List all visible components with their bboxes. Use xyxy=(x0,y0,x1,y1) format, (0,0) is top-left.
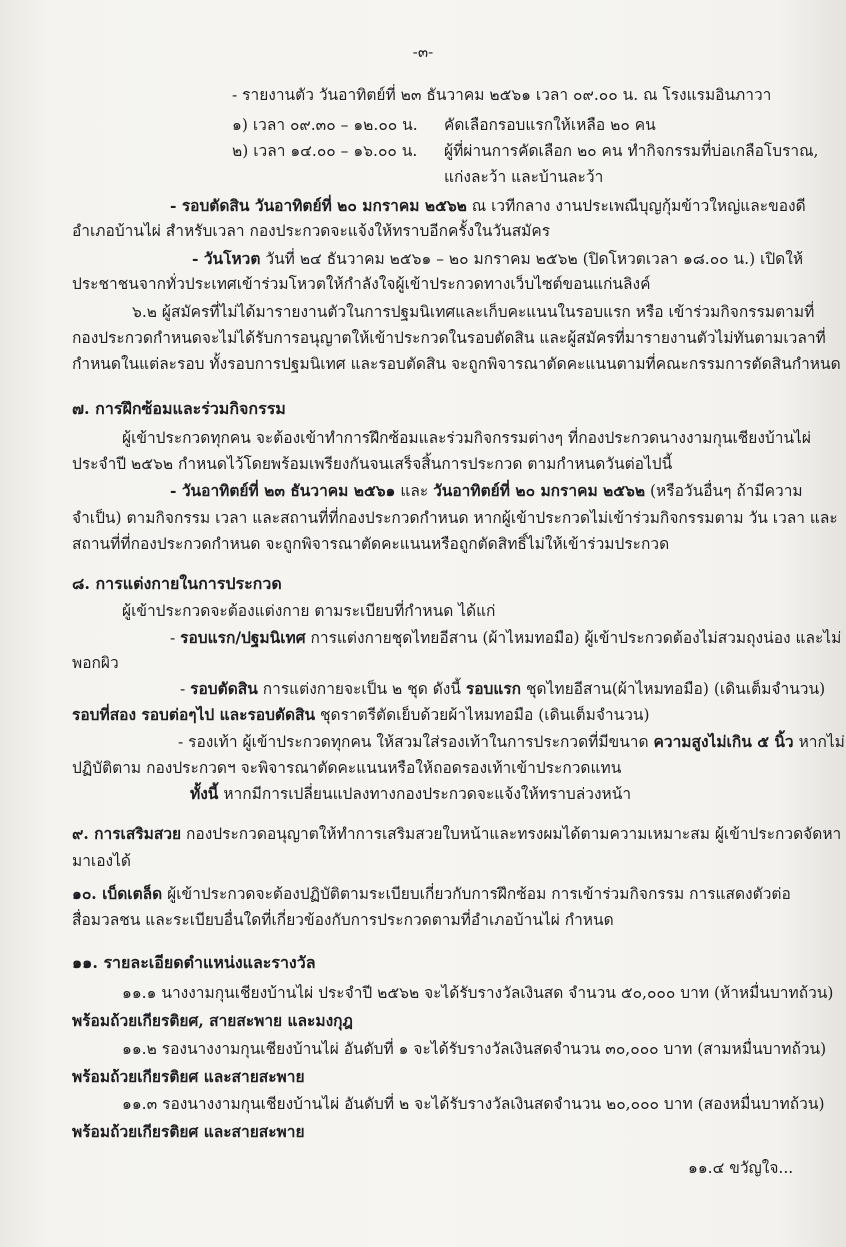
section-7-dates-line: - วันอาทิตย์ที่ ๒๓ ธันวาคม ๒๕๖๑ และ วันอาทิตย์ที่ ๒๐ มกราคม ๒๕๖๒ (หรือวันอื่นๆ ถ้ามีความ xyxy=(170,481,803,500)
section-7-heading: ๗. การฝึกซ้อมและร่วมกิจกรรม xyxy=(72,399,286,418)
section-8-intro: ผู้เข้าประกวดจะต้องแต่งกาย ตามระเบียบที่กำหนด ได้แก่ xyxy=(122,602,496,620)
first-round-dress-line: - รอบแรก/ปฐมนิเทศ การแต่งกายชุดไทยอีสาน (ผ้าไหมทอมือ) ผู้เข้าประกวดต้องไม่สวมถุงน่อง และไม่ xyxy=(170,628,842,647)
section-7-line-2: ประจำปี ๒๕๖๒ กำหนดไว้โดยพร้อมเพรียงกันจนเสร็จสิ้นการประกวด ตามกำหนดวันต่อไปนี้ xyxy=(72,455,673,473)
shoes-line-2: ปฏิบัติตาม กองประกวดฯ จะพิจารณาตัดคะแนนหรือให้ถอดรองเท้าเข้าประกวดแทน xyxy=(72,759,622,777)
final-round-dress-line: - รอบตัดสิน การแต่งกายจะเป็น ๒ ชุด ดังนี้ รอบแรก ชุดไทยอีสาน(ผ้าไหมทอมือ) (เดินเต็มจำนวน) xyxy=(180,679,826,698)
clause-6-2-line-1: ๖.๒ ผู้สมัครที่ไม่ได้มารายงานตัวในการปฐมนิเทศและเก็บคะแนนในรอบแรก หรือ เข้าร่วมกิจกรรมตามที่ xyxy=(132,303,815,321)
final-round-line-2: อำเภอบ้านไผ่ สำหรับเวลา กองประกวดจะแจ้งให้ทราบอีกครั้งในวันสมัคร xyxy=(72,222,551,240)
first-round-dress-line-2: พอกผิว xyxy=(72,654,119,672)
section-9-line-1: ๙. การเสริมสวย กองประกวดอนุญาตให้ทำการเสริมสวยใบหน้าและทรงผมได้ตามความเหมาะสม ผู้เข้าประกวดจัดหา xyxy=(72,824,842,843)
prize-2-line: ๑๑.๒ รองนางงามกุนเชียงบ้านไผ่ อันดับที่ ๑ จะได้รับรางวัลเงินสดจำนวน ๓๐,๐๐๐ บาท (สามหมื่นบาทถ้วน) xyxy=(122,1040,827,1058)
section-10-line-1: ๑๐. เบ็ดเตล็ด ผู้เข้าประกวดจะต้องปฏิบัติตามระเบียบเกี่ยวกับการฝึกซ้อม การเข้าร่วมกิจกรรม การแสดงตัวต่อ xyxy=(72,884,791,903)
schedule-desc-2: ผู้ที่ผ่านการคัดเลือก ๒๐ คน ทำกิจกรรมที่บ่อเกลือโบราณ, xyxy=(444,142,819,160)
vote-line: - วันโหวต วันที่ ๒๔ ธันวาคม ๒๕๖๑ – ๒๐ มกราคม ๒๕๖๒ (ปิดโหวตเวลา ๑๘.๐๐ น.) เปิดให้ xyxy=(192,249,804,268)
final-round-line: - รอบตัดสิน วันอาทิตย์ที่ ๒๐ มกราคม ๒๕๖๒ ณ เวทีกลาง งานประเพณีบุญกุ้มข้าวใหญ่และของดี xyxy=(170,196,806,215)
section-9-line-2: มาเองได้ xyxy=(72,852,131,870)
continuation-note: ๑๑.๔ ขวัญใจ... xyxy=(688,1159,794,1177)
schedule-desc-1: คัดเลือกรอบแรกให้เหลือ ๒๐ คน xyxy=(444,116,656,134)
changes-notice-line: ทั้งนี้ หากมีการเปลี่ยนแปลงทางกองประกวดจะแจ้งให้ทราบล่วงหน้า xyxy=(190,784,632,803)
vote-line-2: ประชาชนจากทั่วประเทศเข้าร่วมโหวตให้กำลังใจผู้เข้าประกวดทางเว็บไซต์ขอนแก่นลิงค์ xyxy=(72,275,651,293)
section-11-heading: ๑๑. รายละเอียดตำแหน่งและรางวัล xyxy=(72,953,316,972)
prize-1-extras: พร้อมถ้วยเกียรติยศ, สายสะพาย และมงกุฎ xyxy=(72,1011,353,1030)
vote-label: - วันโหวต xyxy=(192,249,261,268)
prize-3-extras: พร้อมถ้วยเกียรติยศ และสายสะพาย xyxy=(72,1122,305,1141)
line-registration: - รายงานตัว วันอาทิตย์ที่ ๒๓ ธันวาคม ๒๕๖๑ เวลา ๐๙.๐๐ น. ณ โรงแรมอินภาวา xyxy=(232,86,772,104)
section-9-heading: ๙. การเสริมสวย xyxy=(72,824,182,843)
section-10-line-2: สื่อมวลชน และระเบียบอื่นใดที่เกี่ยวข้องกับการประกวดตามที่อำเภอบ้านไผ่ กำหนด xyxy=(72,911,614,929)
section-7-line-5: สถานที่ที่กองประกวดกำหนด จะถูกพิจารณาตัดคะแนนหรือถูกตัดสิทธิ์ไม่ให้เข้าร่วมประกวด xyxy=(72,535,670,553)
prize-2-extras: พร้อมถ้วยเกียรติยศ และสายสะพาย xyxy=(72,1067,305,1086)
final-round-label: - รอบตัดสิน วันอาทิตย์ที่ ๒๐ มกราคม ๒๕๖๒ xyxy=(170,196,467,215)
second-round-dress-line: รอบที่สอง รอบต่อๆไป และรอบตัดสิน ชุดราตรีตัดเย็บด้วยผ้าไหมทอมือ (เดินเต็มจำนวน) xyxy=(72,705,650,724)
clause-6-2-line-3: กำหนดในแต่ละรอบ ทั้งรอบการปฐมนิเทศ และรอบตัดสิน จะถูกพิจารณาตัดคะแนนตามที่คณะกรรมการตัดสินกำหนด xyxy=(72,355,841,373)
schedule-time-1: ๑) เวลา ๐๙.๓๐ – ๑๒.๐๐ น. xyxy=(232,116,418,134)
section-8-heading: ๘. การแต่งกายในการประกวด xyxy=(72,574,282,593)
prize-1-line: ๑๑.๑ นางงามกุนเชียงบ้านไผ่ ประจำปี ๒๕๖๒ จะได้รับรางวัลเงินสด จำนวน ๕๐,๐๐๐ บาท (ห้าหมื่นบาทถ้วน) xyxy=(122,984,834,1002)
section-7-line-1: ผู้เข้าประกวดทุกคน จะต้องเข้าทำการฝึกซ้อมและร่วมกิจกรรมต่างๆ ที่กองประกวดนางงามกุนเชียงบ้านไผ่ xyxy=(122,429,811,447)
prize-3-line: ๑๑.๓ รองนางงามกุนเชียงบ้านไผ่ อันดับที่ ๒ จะได้รับรางวัลเงินสดจำนวน ๒๐,๐๐๐ บาท (สองหมื่นบาทถ้วน) xyxy=(122,1095,825,1113)
section-7-line-4: จำเป็น) ตามกิจกรรม เวลา และสถานที่ที่กองประกวดกำหนด หากผู้เข้าประกวดไม่เข้าร่วมกิจกรรมตาม วัน เวลา และ xyxy=(72,509,838,527)
schedule-desc-2-cont: แก่งละว้า และบ้านละว้า xyxy=(444,168,604,186)
section-10-heading: ๑๐. เบ็ดเตล็ด xyxy=(72,884,163,903)
clause-6-2-line-2: กองประกวดกำหนดจะไม่ได้รับการอนุญาตให้เข้าประกวดในรอบตัดสิน และผู้สมัครที่มารายงานตัวไม่ทันตามเวลาที่ xyxy=(72,329,826,347)
schedule-time-2: ๒) เวลา ๑๔.๐๐ – ๑๖.๐๐ น. xyxy=(232,142,418,160)
shoes-line: - รองเท้า ผู้เข้าประกวดทุกคน ให้สวมใส่รองเท้าในการประกวดที่มีขนาด ความสูงไม่เกิน ๕ นิ้ว หากไม่ xyxy=(178,732,845,751)
page-number: -๓- xyxy=(412,43,434,61)
